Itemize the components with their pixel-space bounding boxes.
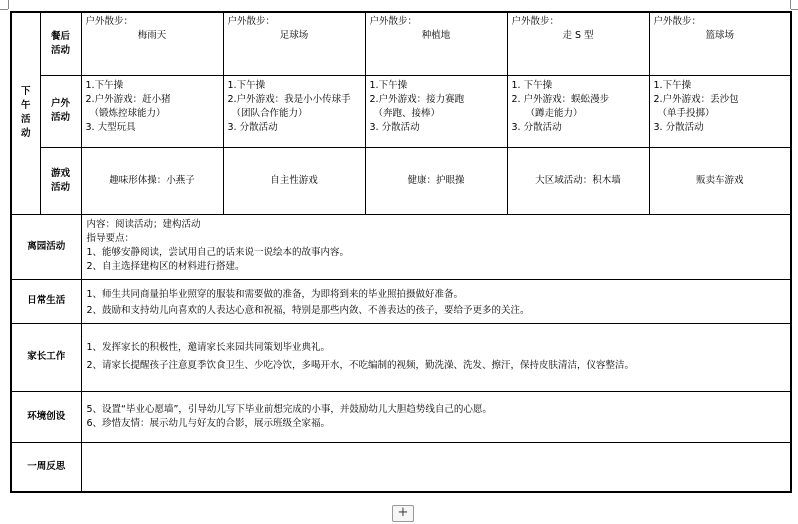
section-body[interactable] [81,442,791,492]
section-title: 家长工作 [11,323,81,391]
after-meal-cell: 户外散步： 走 S 型 [507,12,649,75]
game-cell: 趣味形体操：小燕子 [81,147,223,214]
outdoor-cell: 1. 下午操 2. 户外游戏：蜈蚣漫步 （蹲走能力） 3. 分散活动 [507,75,649,147]
afternoon-activity-header: 下午活动 [11,12,40,214]
game-cell: 大区域活动：积木墙 [507,147,649,214]
section-row [11,214,791,279]
crop-mark [791,9,798,10]
outdoor-header: 户外活动 [40,75,81,147]
outdoor-cell: 1.下午操 2.户外游戏：接力赛跑 （奔跑、接棒） 3. 分散活动 [365,75,507,147]
section-row [11,279,791,323]
after-meal-cell: 户外散步： 种植地 [365,12,507,75]
after-meal-header: 餐后活动 [40,12,81,75]
game-row [11,147,791,214]
section-body: 1、师生共同商量拍毕业照穿的服装和需要做的准备，为即将到来的毕业照拍摄做好准备。 2、鼓励和支持幼儿向喜欢的人表达心意和祝福，特别是那些内敛、不善表达的孩子，要给予更多的关注。 [81,279,791,323]
game-cell: 贩卖车游戏 [649,147,791,214]
section-title: 离园活动 [11,214,81,279]
after-meal-row [11,12,791,75]
section-body: 内容：阅读活动；建构活动 指导要点： 1、能够安静阅读，尝试用自己的话来说一说绘本的故事内容。 2、自主选择建构区的材料进行搭建。 [81,214,791,279]
add-row-button[interactable]: + [392,505,414,522]
section-row [11,391,791,442]
section-title: 环境创设 [11,391,81,442]
after-meal-cell: 户外散步： 梅雨天 [81,12,223,75]
after-meal-cell: 户外散步： 篮球场 [649,12,791,75]
outdoor-cell: 1.下午操 2.户外游戏：丢沙包 （单手投掷） 3. 分散活动 [649,75,791,147]
outdoor-cell: 1.下午操 2.户外游戏：我是小小传球手 （团队合作能力） 3. 分散活动 [223,75,365,147]
game-cell: 健康：护眼操 [365,147,507,214]
section-row [11,323,791,391]
outdoor-cell: 1.下午操 2.户外游戏：赶小猪 （锻炼控球能力） 3. 大型玩具 [81,75,223,147]
section-title: 一周反思 [11,442,81,492]
section-body: 1、发挥家长的积极性，邀请家长来园共同策划毕业典礼。 2、请家长提醒孩子注意夏季饮食卫生、少吃冷饮，多喝开水，不吃编制的视频，勤洗澡、洗发、擦汗，保持皮肤清洁，仪容整洁。 [81,323,791,391]
crop-mark [790,0,791,9]
game-cell: 自主性游戏 [223,147,365,214]
section-title: 日常生活 [11,279,81,323]
outdoor-row [11,75,791,147]
crop-mark [0,9,8,10]
crop-mark [8,0,9,9]
after-meal-cell: 户外散步： 足球场 [223,12,365,75]
section-row [11,442,791,492]
section-body: 5、设置“毕业心愿墙”，引导幼儿写下毕业前想完成的小事，并鼓励幼儿大胆趋势线自己的心愿。 6、珍惜友情：展示幼儿与好友的合影，展示班级全家福。 [81,391,791,442]
game-header: 游戏活动 [40,147,81,214]
weekly-schedule-table [10,11,792,493]
